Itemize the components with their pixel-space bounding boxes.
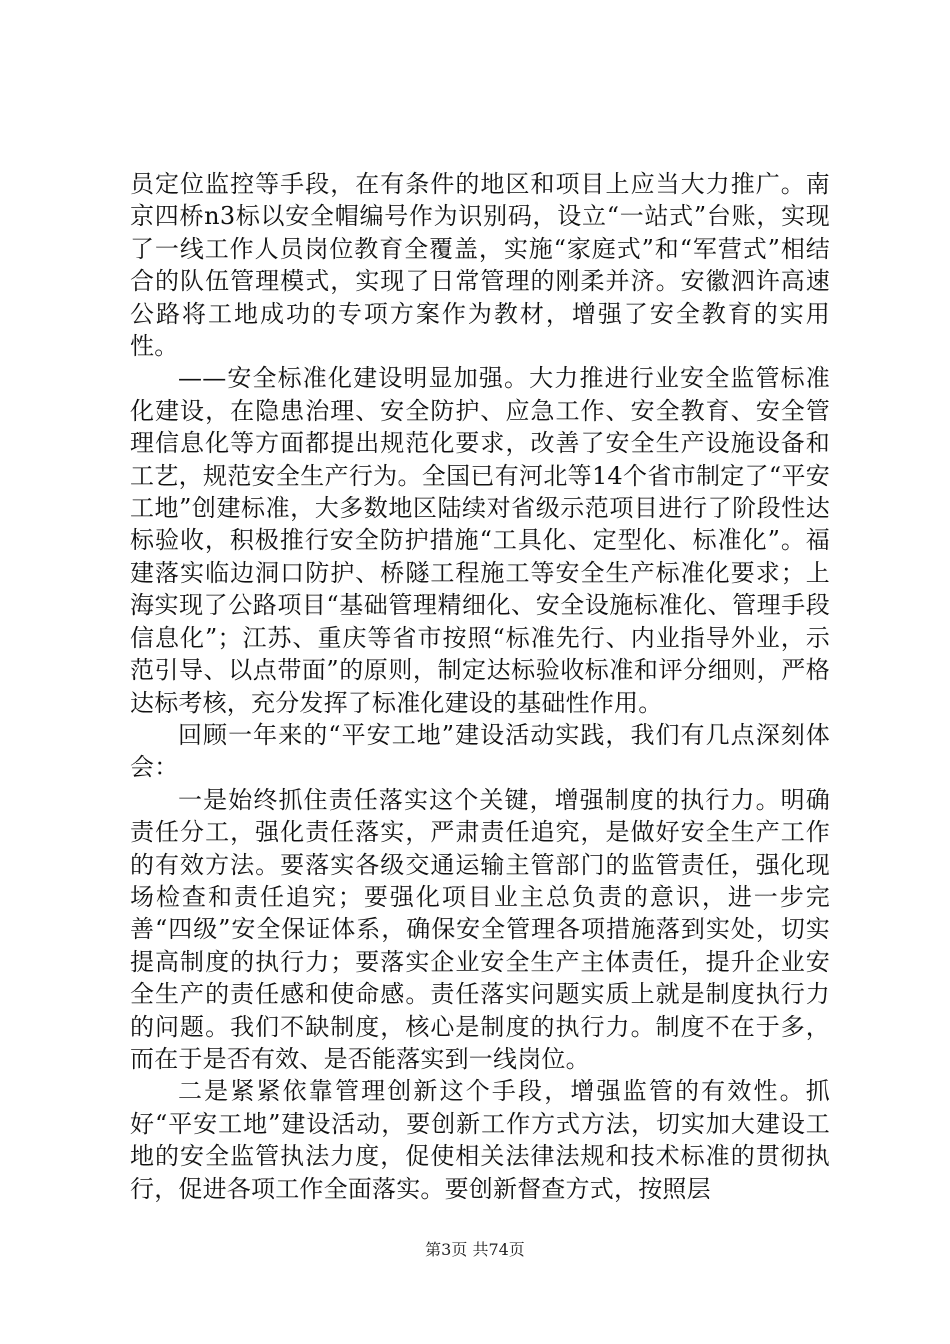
paragraph-2: ——安全标准化建设明显加强。大力推进行业安全监管标准化建设，在隐患治理、安全防护、应急工作、安全教育、安全管理信息化等方面都提出规范化要求，改善了安全生产设施设备和工艺，规范安全生产行为。全国已有河北等14个省市制定了“平安工地”创建标准，大多数地区陆续对省级示范项目进行了阶段性达标验收，积极推行安全防护措施“工具化、定型化、标准化”。福建落实临边洞口防护、桥隧工程施工等安全生产标准化要求；上海实现了公路项目“基础管理精细化、安全设施标准化、管理手段信息化”；江苏、重庆等省市按照“标准先行、内业指导外业，示范引导、以点带面”的原则，制定达标验收标准和评分细则，严格达标考核，充分发挥了标准化建设的基础性作用。 bbox=[130, 364, 830, 717]
paragraph-3: 回顾一年来的“平安工地”建设活动实践，我们有几点深刻体会： bbox=[130, 720, 830, 782]
paragraph-1: 员定位监控等手段，在有条件的地区和项目上应当大力推广。南京四桥n3标以安全帽编号作为识别码，设立“一站式”台账，实现了一线工作人员岗位教育全覆盖，实施“家庭式”和“军营式”相结合的队伍管理模式，实现了日常管理的刚柔并济。安徽泗许高速公路将工地成功的专项方案作为教材，增强了安全教育的实用性。 bbox=[130, 170, 830, 361]
paragraph-4: 一是始终抓住责任落实这个关键，增强制度的执行力。明确责任分工，强化责任落实，严肃责任追究，是做好安全生产工作的有效方法。要落实各级交通运输主管部门的监管责任，强化现场检查和责任追究；要强化项目业主总负责的意识，进一步完善“四级”安全保证体系，确保安全管理各项措施落到实处，切实提高制度的执行力；要落实企业安全生产主体责任，提升企业安全生产的责任感和使命感。责任落实问题实质上就是制度执行力的问题。我们不缺制度，核心是制度的执行力。制度不在于多，而在于是否有效、是否能落实到一线岗位。 bbox=[130, 785, 830, 1073]
page-footer bbox=[0, 1240, 950, 1260]
document-body bbox=[130, 168, 830, 1205]
page-number-label: 第3页 共74页 bbox=[425, 1240, 525, 1259]
paragraph-5: 二是紧紧依靠管理创新这个手段，增强监管的有效性。抓好“平安工地”建设活动，要创新工作方式方法，切实加大建设工地的安全监管执法力度，促使相关法律法规和技术标准的贯彻执行，促进各项工作全面落实。要创新督查方式，按照层 bbox=[130, 1077, 830, 1203]
